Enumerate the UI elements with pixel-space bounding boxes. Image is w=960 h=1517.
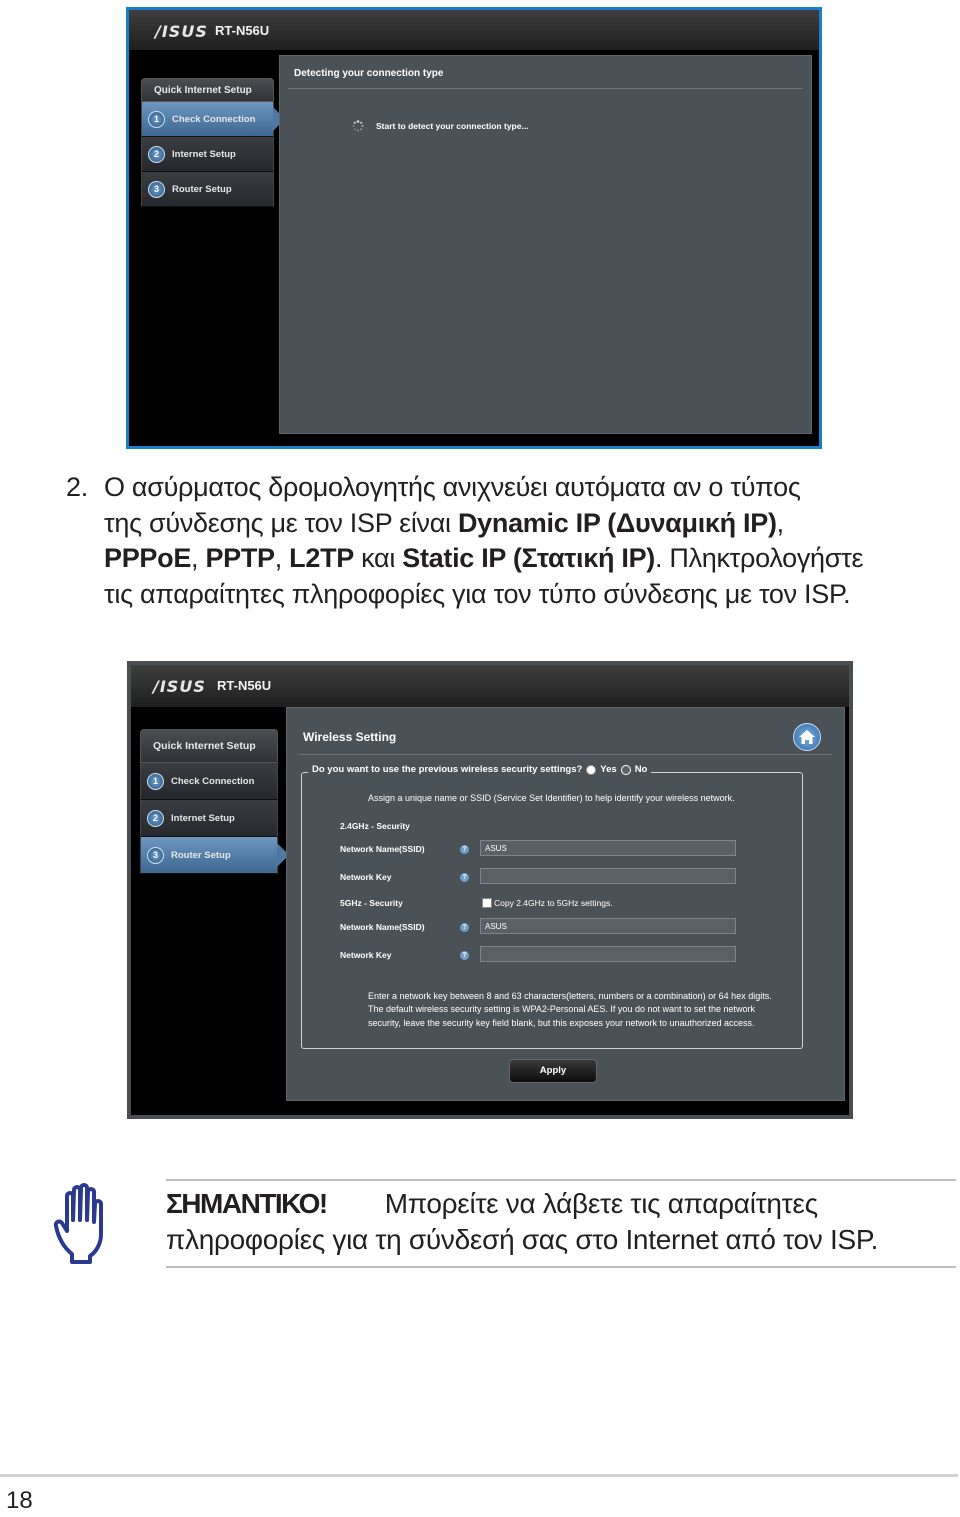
question-text: Do you want to use the previous wireless security settings? <box>312 764 583 775</box>
important-note <box>166 1186 878 1258</box>
sidebar-item-label: Internet Setup <box>171 812 235 824</box>
paragraph-line-4: τις απαραίτητες πληροφορίες για τον τύπο σύνδεσης με τον ISP. <box>104 578 851 609</box>
bold-text: Static IP (Στατική IP) <box>402 543 655 573</box>
yes-radio[interactable] <box>586 765 596 775</box>
model-name: RT-N56U <box>217 678 272 693</box>
bold-text: L2TP <box>289 543 354 573</box>
step-number-icon: 3 <box>147 847 164 864</box>
sidebar-item-check-connection[interactable] <box>141 102 274 137</box>
key-5-input[interactable] <box>480 946 736 962</box>
sidebar-item-label: Router Setup <box>171 849 231 861</box>
sidebar-item-label: Check Connection <box>172 113 256 125</box>
home-icon[interactable] <box>793 723 821 751</box>
help-icon[interactable]: ? <box>460 923 469 932</box>
panel-title: Detecting your connection type <box>294 68 444 79</box>
bold-text: PPTP <box>205 543 275 573</box>
help-icon[interactable]: ? <box>460 951 469 960</box>
sidebar-item-router-setup[interactable] <box>140 837 278 874</box>
detect-status-text: Start to detect your connection type... <box>376 121 529 131</box>
text: της σύνδεσης με τον ISP είναι <box>104 507 458 538</box>
sidebar-item-label: Check Connection <box>171 775 255 787</box>
step-number-icon: 1 <box>147 773 164 790</box>
security-fieldset <box>301 764 803 1049</box>
note-heading: ΣΗΜΑΝΤΙΚΟ! <box>166 1188 327 1219</box>
yes-label: Yes <box>600 764 617 775</box>
previous-settings-question <box>308 764 651 775</box>
text: , <box>191 543 206 573</box>
no-label: No <box>634 764 648 775</box>
panel-title: Wireless Setting <box>303 730 397 744</box>
copy-settings-label: Copy 2.4GHz to 5GHz settings. <box>494 898 613 908</box>
step-number-icon: 3 <box>148 181 165 198</box>
key-5-label: Network Key <box>340 950 392 960</box>
note-line-2: πληροφορίες για τη σύνδεσή σας στο Internet από τον ISP. <box>166 1224 879 1255</box>
step-number: 2. <box>66 472 88 502</box>
wireless-setting-panel <box>286 707 845 1101</box>
section-24ghz-security: 2.4GHz - Security <box>340 821 410 831</box>
divider <box>299 754 832 755</box>
divider <box>288 88 803 89</box>
step-number-icon: 1 <box>148 111 165 128</box>
step-number-icon: 2 <box>147 810 164 827</box>
sidebar-item-check-connection[interactable] <box>140 763 278 800</box>
step-number-icon: 2 <box>148 146 165 163</box>
paragraph-line-3 <box>104 541 863 577</box>
paragraph-line-1: Ο ασύρματος δρομολογητής ανιχνεύει αυτόματα αν ο τύπος <box>104 472 801 502</box>
sidebar-title: Quick Internet Setup <box>141 78 274 102</box>
setup-sidebar <box>141 78 274 207</box>
copy-settings-checkbox[interactable] <box>482 898 492 908</box>
bold-text: Dynamic IP (Δυναμική IP) <box>457 507 777 538</box>
ssid-24-label: Network Name(SSID) <box>340 844 425 854</box>
section-5ghz-security: 5GHz - Security <box>340 898 403 908</box>
screenshot-detect-connection <box>126 7 822 449</box>
bold-text: PPPoE <box>104 543 192 573</box>
model-name: RT-N56U <box>215 23 270 38</box>
note-bottom-rule <box>166 1266 956 1268</box>
sidebar-item-router-setup[interactable] <box>141 172 274 207</box>
note-line-1 <box>166 1186 878 1222</box>
text: και <box>353 543 403 573</box>
page-number: 18 <box>6 1487 33 1514</box>
note-top-rule <box>166 1179 956 1181</box>
paragraph-line-2 <box>104 506 784 542</box>
router-header <box>129 10 819 50</box>
key-24-label: Network Key <box>340 872 392 882</box>
apply-button[interactable]: Apply <box>509 1059 597 1083</box>
sidebar-title: Quick Internet Setup <box>140 729 278 763</box>
asus-logo: /ISUS <box>153 677 206 696</box>
detect-panel <box>279 55 812 434</box>
help-icon[interactable]: ? <box>460 873 469 882</box>
screenshot-wireless-setting <box>127 661 853 1119</box>
help-icon[interactable]: ? <box>460 845 469 854</box>
text: . Πληκτρολογήστε <box>654 543 864 573</box>
ssid-5-input[interactable]: ASUS <box>480 918 736 934</box>
sidebar-item-label: Router Setup <box>172 183 232 195</box>
loading-spinner-icon <box>352 120 364 132</box>
sidebar-item-internet-setup[interactable] <box>140 800 278 837</box>
setup-sidebar <box>140 729 278 874</box>
text: , <box>274 543 290 573</box>
note-text: Μπορείτε να λάβετε τις απαραίτητες <box>384 1188 818 1219</box>
sidebar-item-label: Internet Setup <box>172 148 236 160</box>
ssid-5-label: Network Name(SSID) <box>340 922 425 932</box>
asus-logo: /ISUS <box>155 22 208 41</box>
key-24-input[interactable] <box>480 868 736 884</box>
text: , <box>776 507 784 538</box>
hand-icon <box>50 1182 114 1264</box>
assign-ssid-text: Assign a unique name or SSID (Service Set Identifier) to help identify your wireless network. <box>368 793 735 803</box>
no-radio[interactable] <box>621 765 631 775</box>
router-header <box>131 665 849 707</box>
footer-rule <box>0 1474 958 1477</box>
network-key-info: Enter a network key between 8 and 63 characters(letters, numbers or a combination) or 64 hex digits. The default wireless security setting is WPA2-Personal AES. If you do not want to set the network security, leave the security key field blank, but this exposes your network to unauthorized access. <box>368 991 772 1028</box>
sidebar-item-internet-setup[interactable] <box>141 137 274 172</box>
ssid-24-input[interactable]: ASUS <box>480 840 736 856</box>
